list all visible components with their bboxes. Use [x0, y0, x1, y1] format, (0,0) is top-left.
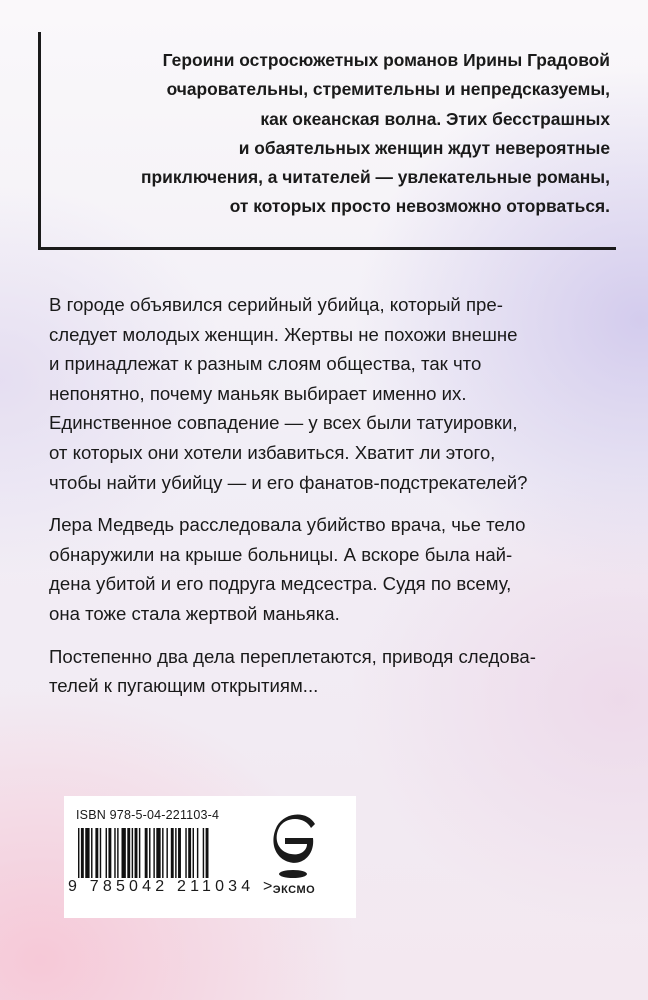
barcode-bar	[108, 828, 111, 878]
barcode-bar	[149, 828, 150, 878]
barcode-bar	[145, 828, 148, 878]
barcode-bar	[162, 828, 163, 878]
barcode-bar	[197, 828, 198, 878]
barcode-bar	[85, 828, 89, 878]
synopsis-paragraph-1: В городе объявился серийный убийца, который пре- следует молодых женщин. Жертвы не похожи внешне и принадлежат к разным слоям общества, так что непонятно, почему маньяк выбирает именно их. Единственное совпадение — у всех были татуировки, от которых они хотели избавиться. Хватит ли этого, чтобы найти убийцу — и его фанатов-подстрекателей?	[49, 294, 528, 493]
synopsis	[49, 290, 615, 714]
barcode-bar	[178, 828, 181, 878]
barcode-bar	[117, 828, 118, 878]
barcode-bar	[203, 828, 204, 878]
synopsis-paragraph-2: Лера Медведь расследовала убийство врача, чье тело обнаружили на крыше больницы. А вскоре была най- дена убитой и его подруга медсестра. Судя по всему, она тоже стала жертвой маньяка.	[49, 514, 526, 624]
publisher-name: ЭКСМО	[272, 884, 316, 896]
synopsis-paragraph-3: Постепенно два дела переплетаются, приводя следова- телей к пугающим открытиям...	[49, 645, 536, 697]
barcode-bar	[91, 828, 92, 878]
barcode-bar	[122, 828, 126, 878]
barcode-bar	[95, 828, 98, 878]
eksmo-logo-icon	[271, 812, 319, 880]
blurb-text: Героини остросюжетных романов Ирины Градовой очаровательны, стремительны и непредсказуемы, как океанская волна. Этих бесстрашных и обаятельных женщин ждут невероятные приключения, а читателей — увлекательные романы, от которых просто невозможно оторваться.	[141, 50, 610, 217]
barcode-bars	[78, 828, 268, 880]
barcode-bar	[156, 828, 160, 878]
barcode-bar	[193, 828, 194, 878]
blurb-frame	[38, 32, 616, 250]
barcode-bar	[135, 828, 138, 878]
barcode-bar	[171, 828, 174, 878]
barcode-bar	[175, 828, 176, 878]
barcode-bar	[166, 828, 167, 878]
barcode-bar	[153, 828, 154, 878]
barcode-bar	[78, 828, 79, 878]
publisher-mark	[263, 812, 333, 922]
barcode-bar	[188, 828, 191, 878]
isbn-label: ISBN 978-5-04-221103-4	[76, 808, 220, 822]
barcode-bar	[185, 828, 186, 878]
barcode-bar	[139, 828, 140, 878]
barcode-bar	[81, 828, 84, 878]
barcode-bar	[114, 828, 115, 878]
barcode-bar	[206, 828, 209, 878]
barcode-bar	[127, 828, 130, 878]
barcode-bar	[106, 828, 107, 878]
barcode-bar	[100, 828, 101, 878]
barcode-bar	[132, 828, 133, 878]
barcode-digits: 9 785042 211034 >	[68, 878, 277, 895]
